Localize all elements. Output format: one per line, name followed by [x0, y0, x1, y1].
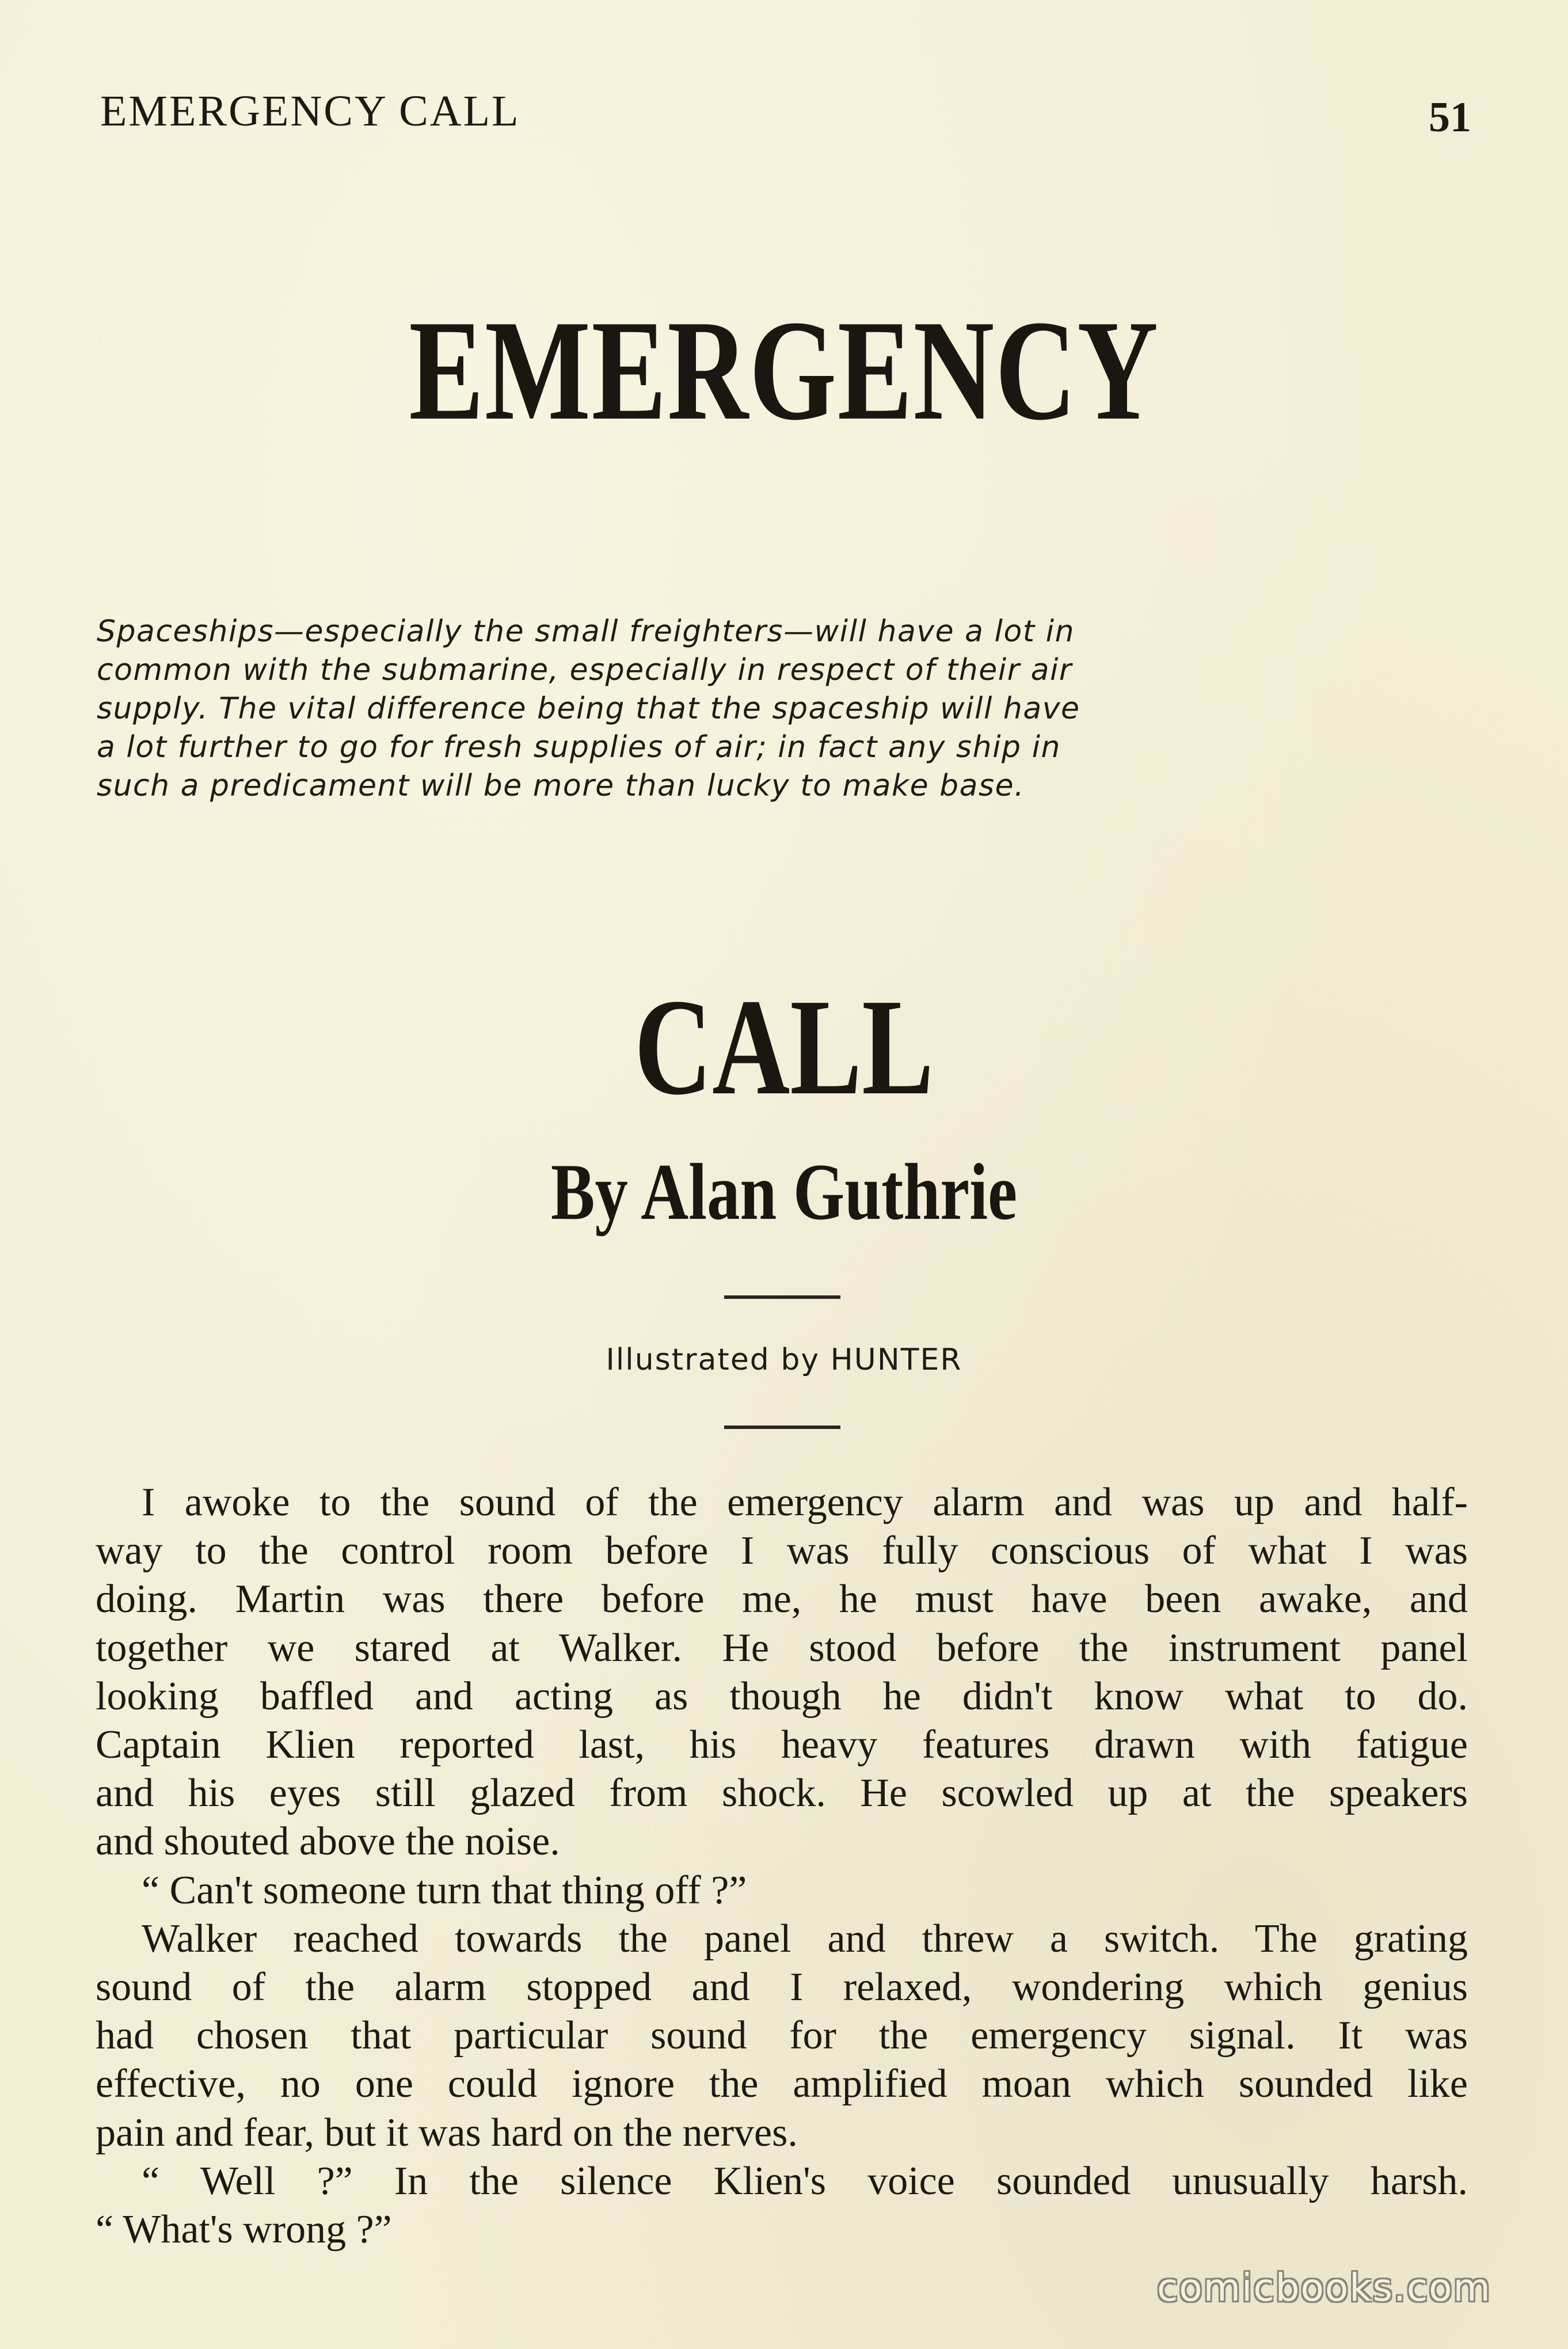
story-title-line-1: EMERGENCY	[409, 291, 1159, 450]
story-line: together we stared at Walker. He stood before the instrument panel	[96, 1625, 1468, 1670]
story-line: “ Can't someone turn that thing off ?”	[142, 1868, 747, 1913]
intro-line: Spaceships—especially the small freighters—will have a lot in	[97, 614, 1075, 649]
illustrator-credit: Illustrated by HUNTER	[606, 1343, 962, 1377]
story-line: Captain Klien reported last, his heavy features drawn with fatigue	[96, 1723, 1468, 1768]
story-line: doing. Martin was there before me, he must have been awake, and	[96, 1577, 1468, 1622]
site-watermark: comicbooks.com	[1157, 2266, 1491, 2310]
story-line: “ Well ?” In the silence Klien's voice sounded unusually harsh.	[142, 2158, 1468, 2203]
story-line: looking baffled and acting as though he didn't know what to do.	[96, 1674, 1468, 1719]
story-line: and his eyes still glazed from shock. He scowled up at the speakers	[96, 1771, 1468, 1816]
intro-line: a lot further to go for fresh supplies of air; in fact any ship in	[97, 730, 1061, 765]
story-line: “ What's wrong ?”	[96, 2207, 392, 2252]
story-line: and shouted above the noise.	[96, 1819, 560, 1864]
intro-blurb	[97, 613, 1133, 805]
running-head-title: EMERGENCY CALL	[100, 87, 520, 135]
story-title-line-2: CALL	[634, 970, 934, 1123]
intro-line: supply. The vital difference being that the spaceship will have	[97, 691, 1080, 726]
intro-line: common with the submarine, especially in respect of their air	[97, 653, 1072, 687]
author-byline: By Alan Guthrie	[550, 1147, 1018, 1237]
story-line: effective, no one could ignore the amplified moan which sounded like	[96, 2062, 1468, 2107]
story-body	[96, 1478, 1468, 2254]
story-line: pain and fear, but it was hard on the nerves.	[96, 2110, 798, 2155]
story-line: I awoke to the sound of the emergency alarm and was up and half-	[142, 1480, 1468, 1525]
divider-rule	[724, 1426, 840, 1429]
story-line: way to the control room before I was fully conscious of what I was	[96, 1529, 1468, 1573]
intro-line: such a predicament will be more than lucky to make base.	[97, 769, 1025, 803]
story-line: sound of the alarm stopped and I relaxed, wondering which genius	[96, 1965, 1468, 2010]
page-number: 51	[1429, 94, 1471, 141]
divider-rule	[724, 1295, 840, 1299]
story-line: Walker reached towards the panel and threw a switch. The grating	[142, 1916, 1468, 1961]
story-line: had chosen that particular sound for the emergency signal. It was	[96, 2013, 1468, 2058]
